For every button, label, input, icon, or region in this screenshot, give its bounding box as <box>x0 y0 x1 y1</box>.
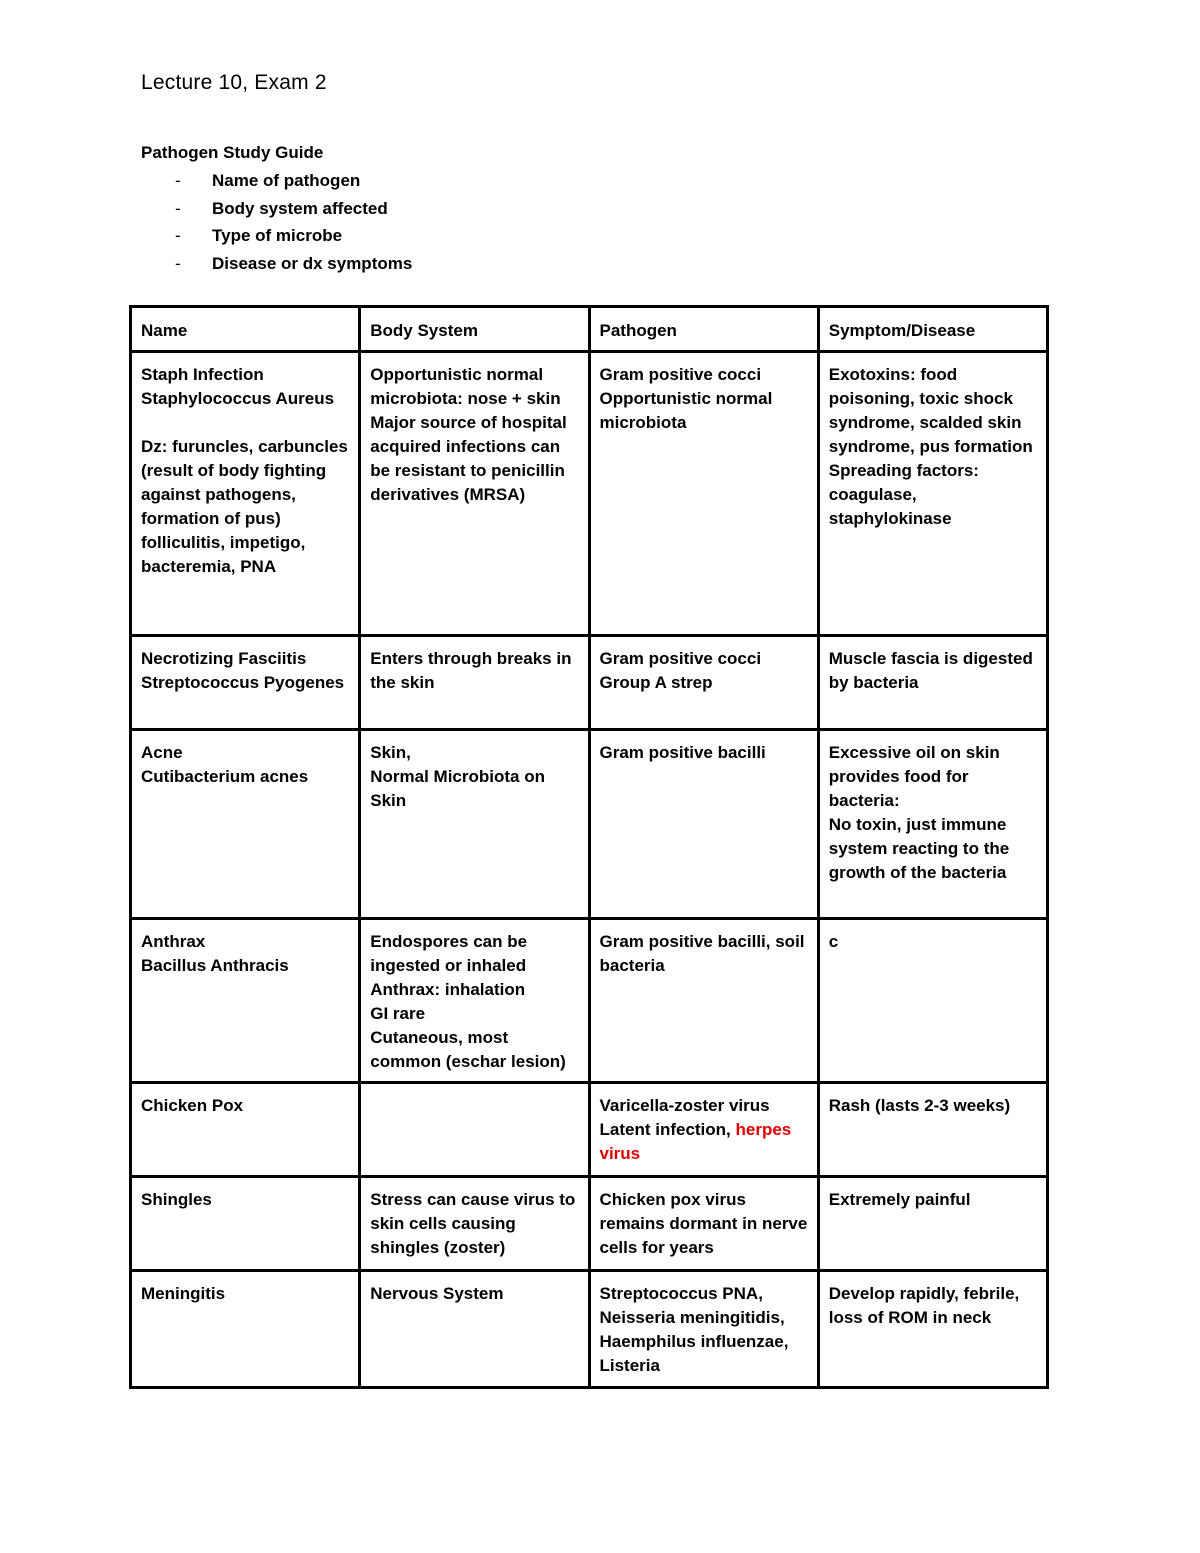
bullet-dash: - <box>175 198 181 218</box>
cell-pathogen: Gram positive bacilli <box>589 730 818 919</box>
cell-name: Acne Cutibacterium acnes <box>131 730 360 919</box>
table-row <box>131 730 1048 919</box>
cell-symptom: Muscle fascia is digested by bacteria <box>818 636 1047 730</box>
cell-pathogen: Gram positive cocci Group A strep <box>589 636 818 730</box>
cell-name: Meningitis <box>131 1271 360 1388</box>
cell-body-system <box>360 1083 589 1177</box>
cell-symptom: Exotoxins: food poisoning, toxic shock syndrome, scalded skin syndrome, pus formation Spreading factors: coagulase, staphylokinase <box>818 352 1047 636</box>
list-item-text: Disease or dx symptoms <box>212 253 413 273</box>
cell-symptom: Rash (lasts 2-3 weeks) <box>818 1083 1047 1177</box>
column-header-pathogen: Pathogen <box>589 307 818 352</box>
table-header-row <box>131 307 1048 352</box>
cell-body-system: Nervous System <box>360 1271 589 1388</box>
column-header-body-system: Body System <box>360 307 589 352</box>
cell-body-system: Opportunistic normal microbiota: nose + skin Major source of hospital acquired infections can be resistant to penicillin derivatives (MRSA) <box>360 352 589 636</box>
bullet-dash: - <box>175 253 181 273</box>
cell-pathogen: Gram positive cocci Opportunistic normal microbiota <box>589 352 818 636</box>
cell-symptom: Excessive oil on skin provides food for bacteria: No toxin, just immune system reacting to the growth of the bacteria <box>818 730 1047 919</box>
list-item-text: Type of microbe <box>212 226 343 245</box>
study-guide-list <box>141 171 412 281</box>
cell-pathogen: Chicken pox virus remains dormant in nerve cells for years <box>589 1177 818 1271</box>
cell-pathogen: Streptococcus PNA, Neisseria meningitidis, Haemphilus influenzae, Listeria <box>589 1271 818 1388</box>
table-row <box>131 1083 1048 1177</box>
cell-symptom: Extremely painful <box>818 1177 1047 1271</box>
cell-body-system: Endospores can be ingested or inhaled Anthrax: inhalation GI rare Cutaneous, most common (eschar lesion) <box>360 919 589 1083</box>
list-item-text: Name of pathogen <box>212 171 361 190</box>
table-row <box>131 352 1048 636</box>
column-header-name: Name <box>131 307 360 352</box>
column-header-symptom: Symptom/Disease <box>818 307 1047 352</box>
bullet-dash: - <box>175 226 181 245</box>
cell-symptom: c <box>818 919 1047 1083</box>
table-row <box>131 1177 1048 1271</box>
pathogen-text: Varicella-zoster virus Latent infection, <box>599 1096 770 1139</box>
table-row <box>131 919 1048 1083</box>
highlighted-text: herpes virus <box>599 1120 792 1163</box>
cell-name: Chicken Pox <box>131 1083 360 1177</box>
cell-pathogen <box>589 1083 818 1177</box>
list-item <box>141 226 412 254</box>
cell-body-system: Enters through breaks in the skin <box>360 636 589 730</box>
cell-name: Anthrax Bacillus Anthracis <box>131 919 360 1083</box>
cell-pathogen: Gram positive bacilli, soil bacteria <box>589 919 818 1083</box>
pathogen-table <box>129 305 1049 1389</box>
list-item <box>141 254 412 282</box>
cell-name: Necrotizing Fasciitis Streptococcus Pyogenes <box>131 636 360 730</box>
list-item <box>141 171 412 199</box>
list-item-text: Body system affected <box>212 198 388 218</box>
study-guide-heading: Pathogen Study Guide <box>141 143 324 162</box>
cell-name: Staph Infection Staphylococcus Aureus Dz: furuncles, carbuncles (result of body fighting against pathogens, formation of pus) folliculitis, impetigo, bacteremia, PNA <box>131 352 360 636</box>
cell-body-system: Skin, Normal Microbiota on Skin <box>360 730 589 919</box>
bullet-dash: - <box>175 171 181 190</box>
table-row <box>131 1271 1048 1388</box>
document-title: Lecture 10, Exam 2 <box>141 71 327 94</box>
cell-body-system: Stress can cause virus to skin cells causing shingles (zoster) <box>360 1177 589 1271</box>
cell-symptom: Develop rapidly, febrile, loss of ROM in neck <box>818 1271 1047 1388</box>
list-item <box>141 199 412 227</box>
cell-name: Shingles <box>131 1177 360 1271</box>
table-row <box>131 636 1048 730</box>
